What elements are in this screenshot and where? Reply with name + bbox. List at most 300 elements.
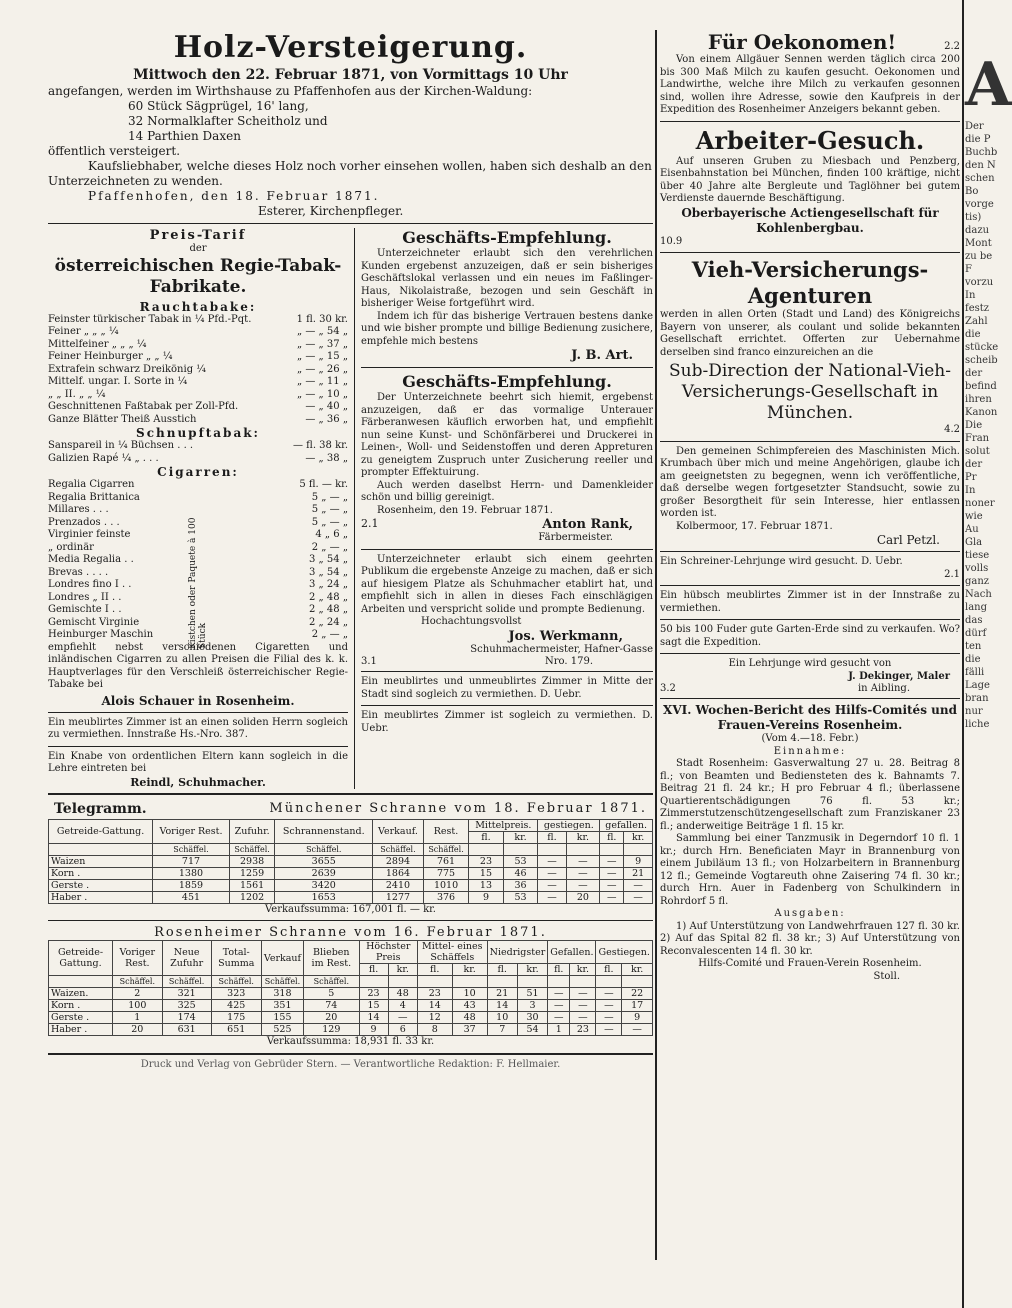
edge-fragment: den N	[965, 160, 996, 171]
table-row	[49, 1012, 653, 1024]
schreiner-text: Ein Schreiner-Lehrjunge wird gesucht. D. Uebr.	[660, 556, 903, 567]
edge-fragment: Fran	[965, 433, 990, 444]
schnupf-list	[48, 440, 348, 465]
divider	[660, 585, 960, 586]
table-row	[49, 879, 653, 891]
table-cell: —	[624, 891, 653, 903]
table-cell: 20	[304, 1012, 360, 1024]
knabe-signer: Reindl, Schuhmacher.	[130, 775, 266, 789]
price-item-name: Virginier feinste	[48, 529, 131, 540]
rauch-title: Rauchtabake:	[139, 299, 257, 314]
edge-fragment: wie	[965, 511, 983, 522]
table-cell	[622, 976, 653, 988]
table-cell: —	[566, 867, 600, 879]
table-cell: 9	[469, 891, 503, 903]
price-item-name: „ „ II. „ „ ¼	[48, 388, 106, 400]
table-cell: 3655	[275, 855, 373, 867]
table-cell: —	[388, 1012, 417, 1024]
divider	[660, 121, 960, 122]
zimmer2-text: Ein meublirtes und unmeublirtes Zimmer in Mitte der Stadt sind sogleich zu vermiethen. D. Uebr.	[361, 676, 653, 700]
divider	[48, 1053, 653, 1055]
sub-header: kr.	[388, 964, 417, 976]
price-item-price: 5 „ — „	[311, 504, 348, 515]
telegramm-title: Telegramm.	[54, 800, 147, 817]
zimmer1-text: Ein meublirtes Zimmer ist an einen soliden Herrn sogleich zu vermiethen. Innstraße Hs.-Nro. 387.	[48, 716, 348, 740]
oekonomen-num: 2.2	[944, 41, 960, 52]
sub-header: fl.	[538, 831, 566, 843]
edge-fragment: bran	[965, 693, 989, 704]
col-header: Verkauf	[261, 941, 303, 976]
werkmann-num: 3.1	[361, 656, 377, 667]
divider	[361, 705, 653, 706]
sub-header: kr.	[503, 831, 538, 843]
table-cell: 14	[417, 1000, 452, 1012]
table-cell	[452, 976, 487, 988]
price-item-price: „ — „ 37 „	[297, 338, 348, 350]
col-header: Mittelpreis.	[469, 819, 538, 831]
table-cell: 2	[113, 988, 163, 1000]
divider	[660, 441, 960, 442]
price-item-price: 5 „ — „	[311, 516, 348, 528]
imprint: Druck und Verlag von Gebrüder Stern. — Verantwortliche Redaktion: F. Hellmaier.	[140, 1058, 561, 1070]
table-cell	[548, 976, 570, 988]
price-item-price: 2 „ — „	[311, 541, 348, 553]
price-item-name: Regalia Cigarren	[48, 479, 135, 490]
sub-header: fl.	[600, 831, 624, 843]
column-rule-right	[655, 30, 657, 1260]
edge-fragment: In	[965, 485, 976, 496]
col-header: Gestiegen.	[596, 941, 653, 964]
rosenheim-table	[48, 940, 653, 1036]
table-cell: 323	[211, 988, 261, 1000]
price-row	[48, 339, 348, 352]
wochen-aus: 1) Auf Unterstützung von Landwehrfrauen 127 fl. 30 kr. 2) Auf das Spital 82 fl. 38 kr.; 3) Auf Unterstützung von Reconvalescenten 14 fl. 30 kr.	[660, 920, 960, 957]
col-header: Getreide-Gattung.	[49, 819, 153, 843]
table-cell: 23	[570, 1024, 596, 1036]
edge-fragment: vorge	[965, 199, 994, 210]
werkmann-signer2: Schuhmachermeister, Hafner-Gasse	[470, 643, 653, 655]
knabe-text: Ein Knabe von ordentlichen Eltern kann sogleich in die Lehre eintreten bei	[48, 750, 348, 774]
holz-ad	[48, 30, 653, 219]
telegramm-subtitle: Münchener Schranne vom 18. Februar 1871.	[269, 800, 647, 816]
table-row	[49, 1000, 653, 1012]
price-item-price: „ — „ 54 „	[297, 326, 348, 337]
telegramm-body	[49, 843, 653, 903]
rosenheim-sum: Verkaufssumma: 18,931 fl. 33 kr.	[266, 1036, 435, 1047]
price-item-name: Galizien Rapé ¼ „ . . .	[48, 452, 159, 464]
price-item-price: 2 „ — „	[311, 629, 348, 640]
table-cell	[49, 976, 113, 988]
table-cell: —	[538, 879, 566, 891]
sub-header: fl.	[359, 964, 388, 976]
table-cell	[49, 843, 153, 855]
table-cell	[503, 843, 538, 855]
table-cell: 2938	[229, 855, 275, 867]
oekonomen-text: Von einem Allgäuer Sennen werden täglich circa 200 bis 300 Maß Milch zu kaufen gesucht. Oekonomen und Landwirthe, welche ihre Milch zu verkaufen gesonnen sind, wollen ihre Adresse, sowie den Kaufpreis in der Expedition des Rosenheimer Anzeigers bekannt geben.	[660, 54, 960, 115]
price-item-name: Feiner Heinburger „ „ ¼	[48, 351, 173, 362]
price-item-name: Prenzados . . .	[48, 516, 120, 528]
art-title: Geschäfts-Empfehlung.	[402, 228, 612, 247]
price-item-price: 5 fl. — kr.	[299, 479, 348, 490]
page-edge-rule	[962, 0, 964, 1308]
divider	[48, 223, 653, 224]
price-row	[48, 389, 348, 402]
edge-fragment: befind	[965, 381, 997, 392]
price-row	[48, 326, 348, 339]
table-cell: 46	[503, 867, 538, 879]
table-cell: 23	[417, 988, 452, 1000]
table-cell: 54	[517, 1024, 547, 1036]
edge-fragment: die	[965, 329, 981, 340]
table-cell: 376	[423, 891, 469, 903]
edge-fragment: fälli	[965, 667, 985, 678]
table-cell: 9	[622, 1012, 653, 1024]
table-cell: Schäffel.	[304, 976, 360, 988]
table-cell: 17	[622, 1000, 653, 1012]
price-item-price: 2 „ 48 „	[309, 591, 348, 603]
table-cell: 174	[162, 1012, 211, 1024]
vieh-title: Vieh-Versicherungs-Agenturen	[691, 257, 929, 308]
table-cell: 425	[211, 1000, 261, 1012]
edge-fragment: Bo	[965, 186, 979, 197]
right-column	[660, 30, 960, 983]
col-header: Neue Zufuhr	[162, 941, 211, 976]
price-item-name: Geschnittenen Faßtabak per Zoll-Pfd.	[48, 401, 239, 412]
price-item-name: Sanspareil in ¼ Büchsen . . .	[48, 440, 194, 451]
price-item-price: — „ 36 „	[305, 413, 348, 425]
col-header: Verkauf.	[373, 819, 424, 843]
table-row	[49, 867, 653, 879]
col-header: Rest.	[423, 819, 469, 843]
edge-fragment: der	[965, 368, 983, 379]
edge-fragment: nur	[965, 706, 983, 717]
cig-title: Cigarren:	[157, 465, 239, 479]
sub-header: kr.	[624, 831, 653, 843]
arbeiter-title: Arbeiter-Gesuch.	[695, 125, 925, 155]
table-cell	[359, 976, 388, 988]
arbeiter-num: 10.9	[660, 235, 683, 247]
table-cell: —	[548, 1012, 570, 1024]
left-two-columns	[48, 228, 653, 789]
edge-fragment: vorzu	[965, 277, 994, 288]
table-cell	[517, 976, 547, 988]
rosenheim-title: Rosenheimer Schranne vom 16. Februar 1871.	[154, 925, 547, 940]
table-cell: 1	[113, 1012, 163, 1024]
table-cell: Schäffel.	[113, 976, 163, 988]
werkmann-greeting: Hochachtungsvollst	[421, 616, 522, 627]
price-row	[48, 314, 348, 327]
price-item-name: Londres „ II . .	[48, 591, 122, 603]
price-row	[48, 414, 348, 427]
vieh-text: werden in allen Orten (Stadt und Land) des Königreichs Bayern von unserer, als coulant und solide bekannten Gesellschaft errichtet. Offerten zur Uebernahme derselben sind franco einzureichen an die	[660, 309, 960, 358]
holz-note: Kaufsliebhaber, welche dieses Holz noch vorher einsehen wollen, haben sich deshalb an den Unterzeichneten zu wenden.	[48, 159, 652, 188]
table-cell: —	[600, 855, 624, 867]
table-cell: 51	[517, 988, 547, 1000]
table-row	[49, 891, 653, 903]
price-item-name: Feiner „ „ „ ¼	[48, 326, 119, 337]
table-cell: 20	[113, 1024, 163, 1036]
table-cell: —	[538, 891, 566, 903]
table-cell: 1277	[373, 891, 424, 903]
rank-title: Geschäfts-Empfehlung.	[402, 372, 612, 391]
edge-fragment: Zahl	[965, 316, 988, 327]
divider	[361, 671, 653, 672]
edge-fragment: ten	[965, 641, 982, 652]
sub-header: fl.	[596, 964, 622, 976]
sub-header: kr.	[622, 964, 653, 976]
lehrjunge-text: Ein Lehrjunge wird gesucht von	[728, 658, 892, 669]
divider	[48, 746, 348, 747]
table-cell: —	[596, 1000, 622, 1012]
rank-signer2: Färbermeister.	[538, 532, 613, 543]
price-item-price: 2 „ 24 „	[309, 616, 348, 628]
werkmann-text: Unterzeichneter erlaubt sich einem geehrten Publikum die ergebenste Anzeige zu machen, daß er sich auf hiesigem Platze als Schuhmacher etablirt hat, und empfiehlt sich in allen in dieses Fach einschlägigen Arbeiten und verspricht solide und prompte Bedienung.	[361, 553, 653, 615]
rosenheim-section	[48, 925, 653, 1049]
table-cell: Schäffel.	[275, 843, 373, 855]
price-item-name: Extrafein schwarz Dreikönig ¼	[48, 363, 206, 375]
sub-header: kr.	[452, 964, 487, 976]
table-cell: 9	[359, 1024, 388, 1036]
price-item-price: 5 „ — „	[311, 491, 348, 503]
table-cell: —	[548, 1000, 570, 1012]
art-text2: Indem ich für das bisherige Vertrauen bestens danke und wie bisher prompte und billige Bedienung zusichere, empfehle mich bestens	[361, 310, 653, 347]
edge-fragment: Mont	[965, 238, 992, 249]
table-cell: Schäffel.	[373, 843, 424, 855]
table-cell: 3420	[275, 879, 373, 891]
divider	[660, 698, 960, 699]
col-header: Voriger Rest.	[113, 941, 163, 976]
table-cell: —	[600, 891, 624, 903]
table-cell: 100	[113, 1000, 163, 1012]
price-item-price: „ — „ 10 „	[297, 388, 348, 400]
wochen-ein2: Sammlung bei einer Tanzmusik in Degerndorf 10 fl. 1 kr.; durch Hrn. Beneficiaten Mayr in Brannenburg von einem Jubiläum 13 fl.; von Holzarbeitern in Brannenburg 12 fl.; Gemeinde Vogtareuth ohne Zaisering 74 fl. 30 kr.; durch Hrn. Auer in Fadenberg von Schulkindern in Rohrdorf 5 fl.	[660, 833, 960, 907]
edge-text	[965, 120, 1000, 731]
table-cell: 631	[162, 1024, 211, 1036]
col-header: Blieben im Rest.	[304, 941, 360, 976]
price-item-price: 2 „ 48 „	[309, 604, 348, 615]
table-cell: Schäffel.	[229, 843, 275, 855]
tarif-der: der	[189, 243, 207, 254]
holz-item: 32 Normalklafter Scheitholz und	[128, 114, 328, 128]
price-item-price: 1 fl. 30 kr.	[296, 313, 348, 325]
cig-side-label: Kistchen oder Paquete à 100 Stück	[188, 517, 208, 649]
wochen-aus-title: Ausgaben:	[774, 908, 846, 919]
table-cell	[566, 843, 600, 855]
table-cell: 451	[153, 891, 230, 903]
table-cell: —	[600, 867, 624, 879]
arbeiter-company: Oberbayerische Actiengesellschaft für Kohlenbergbau.	[681, 205, 939, 235]
edge-fragment: solut	[965, 446, 990, 457]
table-cell	[624, 843, 653, 855]
price-item-name: Gemischt Virginie	[48, 616, 140, 628]
edge-fragment: noner	[965, 498, 995, 509]
sub-header: fl.	[417, 964, 452, 976]
edge-fragment: der	[965, 459, 983, 470]
table-cell: 3	[517, 1000, 547, 1012]
table-cell: 9	[624, 855, 653, 867]
table-cell: 30	[517, 1012, 547, 1024]
edge-fragment: Lage	[965, 680, 990, 691]
holz-intro: angefangen, werden im Wirthshause zu Pfaffenhofen aus der Kirchen-Waldung:	[48, 84, 533, 98]
price-item-name: „ ordinär	[48, 541, 94, 553]
price-item-price: 4 „ 6 „	[315, 529, 348, 540]
edge-fragment: lang	[965, 602, 988, 613]
divider	[48, 712, 348, 713]
table-cell: 37	[452, 1024, 487, 1036]
wochen-signer: Hilfs-Comité und Frauen-Verein Rosenheim.	[698, 958, 922, 969]
wochen-signer2: Stoll.	[873, 970, 900, 982]
middle-column	[355, 228, 653, 789]
rank-place-date: Rosenheim, den 19. Februar 1871.	[377, 504, 553, 516]
table-cell: 2894	[373, 855, 424, 867]
sub-header: fl.	[487, 964, 517, 976]
table-cell: 14	[487, 1000, 517, 1012]
schnupf-title: Schnupftabak:	[136, 426, 260, 440]
table-cell: —	[538, 867, 566, 879]
edge-fragment: zu be	[965, 251, 993, 262]
col-header: Niedrigster	[487, 941, 548, 964]
rank-signer: Anton Rank,	[542, 517, 633, 532]
adjacent-page-edge	[965, 30, 1012, 731]
price-item-price: 3 „ 24 „	[309, 579, 348, 590]
col-header: Getreide-Gattung.	[49, 941, 113, 976]
table-cell: —	[570, 1000, 596, 1012]
wochen-title: XVI. Wochen-Bericht des Hilfs-Comités und Frauen-Vereins Rosenheim.	[663, 703, 957, 732]
table-cell: Haber .	[49, 891, 153, 903]
price-row	[48, 351, 348, 364]
edge-fragment: schen	[965, 173, 995, 184]
edge-fragment: Pr	[965, 472, 977, 483]
holz-item: 14 Parthien Daxen	[128, 129, 241, 143]
col-header: Total-Summa	[211, 941, 261, 976]
divider	[660, 551, 960, 552]
werkmann-signer: Jos. Werkmann,	[508, 628, 623, 644]
price-row	[48, 401, 348, 414]
table-cell: 22	[622, 988, 653, 1000]
table-cell: 20	[566, 891, 600, 903]
edge-fragment: festz	[965, 303, 990, 314]
table-cell: 4	[388, 1000, 417, 1012]
table-cell: —	[600, 879, 624, 891]
telegramm-table	[48, 819, 653, 904]
table-cell: 1653	[275, 891, 373, 903]
table-cell: —	[538, 855, 566, 867]
table-row	[49, 855, 653, 867]
oekonomen-title: Für Oekonomen!	[707, 30, 897, 54]
lehrjunge-signer: J. Dekinger, Maler	[848, 670, 950, 682]
price-item-price: — fl. 38 kr.	[292, 440, 348, 451]
unit-row	[49, 843, 653, 855]
table-cell: 1561	[229, 879, 275, 891]
col-header: Mittel- eines Schäffels	[417, 941, 487, 964]
edge-fragment: scheib	[965, 355, 998, 366]
price-item-name: Gemischte I . .	[48, 604, 122, 615]
col-header: Schrannenstand.	[275, 819, 373, 843]
edge-fragment: In	[965, 290, 976, 301]
krumbach-text: Den gemeinen Schimpfereien des Maschinisten Mich. Krumbach über mich und meine Angehörigen, glaube ich am geeignetsten zu begegnen, wenn ich veröffentliche, daß derselbe wegen fortgesetzter Standsucht, sowie zu großer Besorgtheit für sein Interesse, hier entlassen worden ist.	[660, 445, 960, 519]
holz-date: Mittwoch den 22. Februar 1871, von Vormittags 10 Uhr	[133, 67, 568, 83]
sub-header: kr.	[517, 964, 547, 976]
table-cell: 2639	[275, 867, 373, 879]
price-item-price: „ — „ 11 „	[297, 376, 348, 387]
table-cell: 1380	[153, 867, 230, 879]
holz-item: 60 Stück Sägprügel, 16' lang,	[128, 99, 309, 113]
table-cell: 12	[417, 1012, 452, 1024]
edge-fragment: die	[965, 654, 981, 665]
sub-header: fl.	[469, 831, 503, 843]
edge-fragment: volls	[965, 563, 989, 574]
table-row	[49, 1024, 653, 1036]
table-cell: Waizen.	[49, 988, 113, 1000]
col-header: gestiegen.	[538, 819, 600, 831]
price-item-name: Ganze Blätter Theiß Ausstich	[48, 413, 197, 425]
table-cell: 1202	[229, 891, 275, 903]
table-cell	[388, 976, 417, 988]
table-cell: 48	[452, 1012, 487, 1024]
table-cell: 775	[423, 867, 469, 879]
edge-fragment: F	[965, 264, 972, 275]
table-cell: 10	[452, 988, 487, 1000]
rauch-list	[48, 314, 348, 427]
price-item-name: Feinster türkischer Tabak in ¼ Pfd.-Pqt.	[48, 313, 252, 325]
table-cell: 8	[417, 1024, 452, 1036]
table-cell: Korn .	[49, 867, 153, 879]
table-cell: 23	[469, 855, 503, 867]
table-cell: 53	[503, 891, 538, 903]
table-cell: 2410	[373, 879, 424, 891]
price-row	[48, 440, 348, 453]
divider	[660, 653, 960, 654]
edge-fragment: Au	[965, 524, 979, 535]
table-cell	[596, 976, 622, 988]
divider	[361, 549, 653, 550]
table-cell: —	[570, 988, 596, 1000]
telegramm-section	[48, 799, 653, 917]
holz-outro: öffentlich versteigert.	[48, 144, 181, 158]
table-cell: Korn .	[49, 1000, 113, 1012]
left-section	[48, 30, 653, 1071]
edge-fragment: Nach	[965, 589, 992, 600]
arbeiter-text: Auf unseren Gruben zu Miesbach und Penzberg, Eisenbahnstation bei München, finden 100 kräftige, nicht über 40 Jahre alte Bergleute und Taglöhner bei gutem Verdienste dauernde Beschäftigung.	[660, 155, 960, 204]
table-cell: 21	[624, 867, 653, 879]
table-cell: 15	[469, 867, 503, 879]
unit-row	[49, 976, 653, 988]
price-item-name: Brevas . . . .	[48, 566, 109, 578]
edge-fragment: das	[965, 615, 983, 626]
table-cell: —	[570, 1012, 596, 1024]
sub-header: fl.	[548, 964, 570, 976]
table-cell: 15	[359, 1000, 388, 1012]
table-cell: —	[548, 988, 570, 1000]
table-cell: 13	[469, 879, 503, 891]
rank-text: Der Unterzeichnete beehrt sich hiemit, ergebenst anzuzeigen, daß er das vormalige Unterauer Färberanwesen käuflich erworben hat, und empfiehlt nun seine Kunst- und Schönfärberei und Druckerei in Leinen-, Woll- und Seidenstoffen und deren Appreturen zu geneigtem Zuspruch unter Zusicherung reeller und prompter Effektuirung.	[361, 392, 653, 478]
table-cell	[469, 843, 503, 855]
table-cell: 175	[211, 1012, 261, 1024]
table-cell: 7	[487, 1024, 517, 1036]
edge-fragment: Kanon	[965, 407, 998, 418]
telegramm-sum: Verkaufssumma: 167,001 fl. — kr.	[264, 903, 436, 915]
table-cell: 1864	[373, 867, 424, 879]
price-item-name: Mittelfeiner „ „ „ ¼	[48, 338, 147, 350]
table-cell: 717	[153, 855, 230, 867]
edge-fragment: tis)	[965, 212, 982, 223]
wochen-ein-title: Einnahme:	[773, 745, 847, 757]
rosenheim-body	[49, 976, 653, 1036]
table-cell: —	[624, 879, 653, 891]
table-cell	[600, 843, 624, 855]
table-cell	[417, 976, 452, 988]
table-cell: —	[622, 1024, 653, 1036]
